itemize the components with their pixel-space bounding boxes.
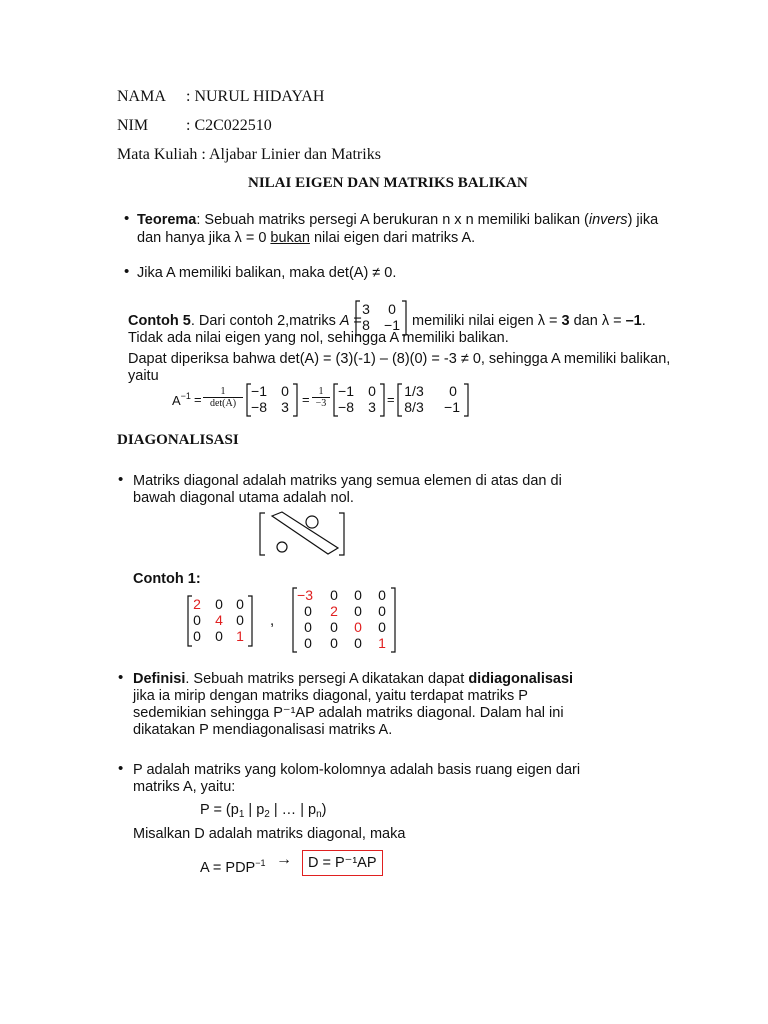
eq-sign: = [302,392,310,407]
definisi-line3: sedemikian sehingga P⁻¹AP adalah matriks diagonal. Dalam hal ini [133,705,564,721]
definisi-label: Definisi [133,671,186,687]
bullet-dot: • [124,263,130,280]
matrix-cell: 0 [304,635,312,651]
matrix-cell: 8 [362,317,370,333]
matrix-cell: 0 [378,603,386,619]
matrix-cell-diagonal: 1 [378,635,386,651]
nama-value: : NURUL HIDAYAH [186,88,325,105]
contoh5-eigen-text: memiliki nilai eigen λ = [412,313,562,329]
matrix-cell: 0 [236,596,244,612]
misalkan-line: Misalkan D adalah matriks diagonal, maka [133,826,406,842]
diag-line2: bawah diagonal utama adalah nol. [133,490,354,506]
contoh5-line3: Dapat diperiksa bahwa det(A) = (3)(-1) – (8)(0) = -3 ≠ 0, sehingga A memiliki balikan, [128,351,671,367]
pdp-sup: −1 [255,858,266,868]
matrix-cell: 0 [378,619,386,635]
nama-label: NAMA [117,88,166,105]
teorema-line2-b: nilai eigen dari matriks A. [309,230,476,246]
teorema-label: Teorema [137,212,197,228]
matrix-cell: 0 [388,301,396,317]
bukan-word: bukan [270,230,310,246]
matrix-cell: −8 [251,399,267,415]
p-bar1: | p [244,802,265,818]
bullet-dot: • [118,760,124,777]
matrix-cell: 1/3 [404,383,424,399]
eigen-value-1: 3 [561,313,570,329]
contoh5-label: Contoh 5 [128,313,191,329]
teorema-line1 [137,211,658,229]
matrix-cell: 0 [330,619,338,635]
didiagonalisasi-word: didiagonalisasi [468,671,574,687]
matrix-4x4 [292,587,396,653]
matrix-cell: 3 [362,301,370,317]
boxed-equation: D = P⁻¹AP [308,855,377,871]
diag-line1: Matriks diagonal adalah matriks yang semua elemen di atas dan di [133,473,562,489]
matrix-cell: 3 [368,399,376,415]
matrix-cell: 0 [354,603,362,619]
invers-word: invers [588,212,628,228]
ainv-sup: −1 [180,391,191,401]
ainv-label [172,391,191,408]
matrix-adj-2 [333,383,385,417]
teorema-line2-a: dan hanya jika λ = 0 [137,230,271,246]
matrix-cell: 0 [330,587,338,603]
p-definition [200,801,326,824]
contoh5-dot: . [641,313,646,329]
matrix-cell: −1 [384,317,400,333]
p-close: ) [321,802,327,818]
arrow-right-icon: → [276,851,292,868]
matrix-cell-diagonal: 0 [354,619,362,635]
p-line2: matriks A, yaitu: [133,779,236,795]
matrix-3x3 [187,595,253,647]
definisi-line4: dikatakan P mendiagonalisasi matriks A. [133,722,393,738]
nim-value: : C2C022510 [186,117,272,134]
matrix-cell: 0 [304,603,312,619]
nim-label: NIM [117,117,149,134]
matrix-cell: 0 [193,628,201,644]
matrix-cell-diagonal: 2 [193,596,201,612]
section-heading: DIAGONALISASI [117,432,239,448]
page-title: NILAI EIGEN DAN MATRIKS BALIKAN [248,175,528,191]
matrix-cell: 0 [354,587,362,603]
frac-den: det(A) [209,398,237,409]
sub-2: 2 [264,809,270,820]
matrix-cell: −1 [338,383,354,399]
matrix-cell-diagonal: 4 [215,612,223,628]
matrix-cell: 0 [330,635,338,651]
p-eq: P = (p [200,802,239,818]
frac-den: −3 [315,398,327,409]
bullet-dot: • [118,471,124,488]
matrix-cell: 0 [368,383,376,399]
bullet-dot: • [118,669,124,686]
contoh5-line1b [412,312,646,330]
matrix-cell: 0 [281,383,289,399]
frac-num: 1 [203,386,243,398]
frac-num: 1 [312,386,330,398]
definisi-line1 [133,670,573,688]
definisi-line2: jika ia mirip dengan matriks diagonal, yaitu terdapat matriks P [133,688,528,704]
matrix-cell: 3 [281,399,289,415]
bullet-dot: • [124,210,130,227]
p-line1: P adalah matriks yang kolom-kolomnya adalah basis ruang eigen dari [133,762,581,778]
eigen-value-2: –1 [625,313,642,329]
matrix-cell: 0 [449,383,457,399]
eq-sign: = [387,392,395,407]
diagonal-matrix-illustration [258,510,346,558]
pdp-equation [200,854,265,877]
teorema-text-end: ) jika [627,212,659,228]
matrix-cell: −1 [444,399,460,415]
p-bar2: | … | p [269,802,317,818]
matrix-cell: 0 [215,628,223,644]
det-bullet: Jika A memiliki balikan, maka det(A) ≠ 0. [137,265,397,281]
matrix-cell: 8/3 [404,399,424,415]
contoh5-text: . Dari contoh 2,matriks [190,313,340,329]
eq-sign: = [194,392,202,407]
matrix-cell: −8 [338,399,354,415]
sub-n: n [316,809,322,820]
teorema-text: : Sebuah matriks persegi A berukuran n x n memiliki balikan ( [196,212,589,228]
matrix-cell: −1 [251,383,267,399]
comma-separator: , [270,612,275,629]
matrix-cell: 0 [378,587,386,603]
ainv-a: A [172,393,181,408]
teorema-line2 [137,229,475,247]
matrix-cell: 0 [193,612,201,628]
matrix-cell: 0 [354,635,362,651]
sub-1: 1 [238,809,245,820]
matrix-cell-diagonal: 2 [330,603,338,619]
matrix-cell-diagonal: −3 [297,587,313,603]
matrix-cell: 0 [304,619,312,635]
matrix-inverse-result [397,383,469,417]
contoh1-label: Contoh 1: [133,571,201,587]
fraction-1-over-det [203,386,243,409]
fraction-1-over-minus3 [312,386,330,409]
a-equals: A = [339,313,362,329]
contoh5-line4: yaitu [128,368,159,384]
matrix-cell: 0 [236,612,244,628]
definisi-text: . Sebuah matriks persegi A dikatakan dapat [185,671,469,687]
matrix-cell: 0 [215,596,223,612]
contoh5-line2: Tidak ada nilai eigen yang nol, sehingga A memiliki balikan. [128,330,509,346]
mata-kuliah: Mata Kuliah : Aljabar Linier dan Matriks [117,146,381,163]
pdp: A = PDP [200,860,256,876]
contoh5-dan: dan λ = [569,313,626,329]
matrix-adj-1 [246,383,298,417]
contoh5-line1a [128,312,362,330]
matrix-cell-diagonal: 1 [236,628,244,644]
